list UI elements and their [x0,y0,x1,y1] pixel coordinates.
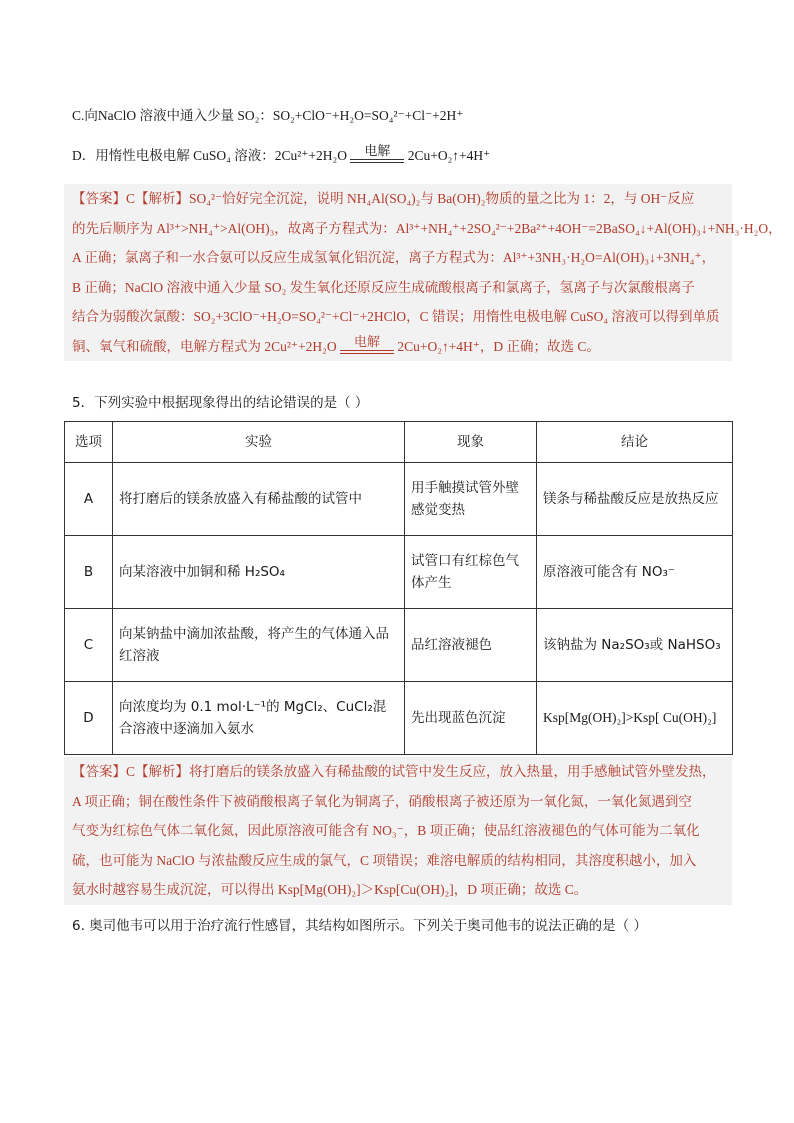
answer-line: B 正确；NaClO 溶液中通入少量 SO₂ 发生氧化还原反应生成硫酸根离子和氯离子，氢离子与次氯酸根离子 [72,279,695,295]
answer-line: 【答案】C【解析】SO₄²⁻恰好完全沉淀，说明 NH₄Al(SO₄)₂与 Ba(OH)₂物质的量之比为 1：2，与 OH⁻反应 [72,191,695,206]
table-header-row [65,422,733,463]
option-d [72,144,732,169]
double-line [340,350,394,354]
row-experiment: 将打磨后的镁条放盛入有稀盐酸的试管中 [113,463,405,536]
row-conclusion: 该钠盐为 Na₂SO₃或 NaHSO₃ [537,609,733,682]
row-conclusion: 原溶液可能含有 NO₃⁻ [537,536,733,609]
option-d-suffix: 2Cu+O₂↑+4H⁺ [407,148,491,163]
row-phenomenon: 先出现蓝色沉淀 [405,682,537,755]
answer-block-q4 [64,184,782,361]
answer-line: 气变为红棕色气体二氧化氮，因此原溶液可能含有 NO₃⁻，B 项正确；使品红溶液褪色的气体可能为二氧化 [72,823,700,838]
header-option: 选项 [65,422,113,463]
row-option: B [65,536,113,609]
header-phenomenon: 现象 [405,422,537,463]
answer-block-q5 [64,757,732,905]
row-phenomenon: 试管口有红棕色气体产生 [405,536,537,609]
row-option: C [65,609,113,682]
experiment-table [64,421,733,755]
row-experiment: 向某溶液中加铜和稀 H₂SO₄ [113,536,405,609]
table-row [65,536,733,609]
table-row [65,682,733,755]
question-5-stem: 5．下列实验中根据现象得出的结论错误的是（ ） [72,395,369,411]
header-conclusion: 结论 [537,422,733,463]
answer-line: 结合为弱酸次氯酸：SO₂+3ClO⁻+H₂O=SO₄²⁻+Cl⁻+2HClO，C 错误；用惰性电极电解 CuSO₄ 溶液可以得到单质 [72,309,720,324]
header-experiment: 实验 [113,422,405,463]
option-c: C.向NaClO 溶液中通入少量 SO₂：SO₂+ClO⁻+H₂O=SO₄²⁻+Cl⁻+2H⁺ [72,108,464,123]
row-option: A [65,463,113,536]
answer-line: 硫，也可能为 NaClO 与浓盐酸反应生成的氯气，C 项错误；难溶电解质的结构相同，其溶度积越小，加入 [72,852,697,868]
answer-line-suffix: 2Cu+O₂↑+4H⁺，D 正确；故选 C。 [397,338,600,354]
row-phenomenon: 品红溶液褪色 [405,609,537,682]
answer-line: 的先后顺序为 Al³⁺>NH₄⁺>Al(OH)₃，故离子方程式为：Al³⁺+NH₄⁺+2SO₄²⁻+2Ba²⁺+4OH⁻=2BaSO₄↓+Al(OH)₃↓+NH₃·H₂O， [72,220,782,236]
row-experiment: 向浓度均为 0.1 mol·L⁻¹的 MgCl₂、CuCl₂混合溶液中逐滴加入氨水 [113,682,405,755]
option-d-prefix: D．用惰性电极电解 CuSO₄ 溶液：2Cu²⁺+2H₂O [72,148,347,163]
electrolysis-label: 电解 [364,143,391,159]
answer-line [64,332,732,362]
double-line [350,159,404,163]
row-conclusion: Ksp[Mg(OH)₂]>Ksp[ Cu(OH)₂] [537,682,733,755]
table-row [65,463,733,536]
row-option: D [65,682,113,755]
answer-line: A 项正确；铜在酸性条件下被硝酸根离子氧化为铜离子，硝酸根离子被还原为一氧化氮，一氧化氮遇到空 [72,793,692,809]
question-6-stem: 6. 奥司他韦可以用于治疗流行性感冒，其结构如图所示。下列关于奥司他韦的说法正确的是（ ） [72,918,647,934]
row-conclusion: 镁条与稀盐酸反应是放热反应 [537,463,733,536]
answer-line: A 正确；氯离子和一水合氨可以反应生成氢氧化铝沉淀，离子方程式为：Al³⁺+3NH₃·H₂O=Al(OH)₃↓+3NH₄⁺， [72,250,716,265]
answer-line-prefix: 铜、氧气和硫酸，电解方程式为 2Cu²⁺+2H₂O [72,338,337,354]
answer-line: 【答案】C【解析】将打磨后的镁条放盛入有稀盐酸的试管中发生反应，放入热量，用手感触试管外壁发热， [72,764,716,779]
electrolysis-condition [340,335,394,360]
row-experiment: 向某钠盐中滴加浓盐酸，将产生的气体通入品红溶液 [113,609,405,682]
table-row [65,609,733,682]
row-phenomenon: 用手触摸试管外壁感觉变热 [405,463,537,536]
answer-line: 氨水时越容易生成沉淀，可以得出 Ksp[Mg(OH)₂]＞Ksp[Cu(OH)₂]，D 项正确；故选 C。 [72,882,588,897]
electrolysis-label: 电解 [353,333,380,349]
electrolysis-condition [350,144,404,169]
